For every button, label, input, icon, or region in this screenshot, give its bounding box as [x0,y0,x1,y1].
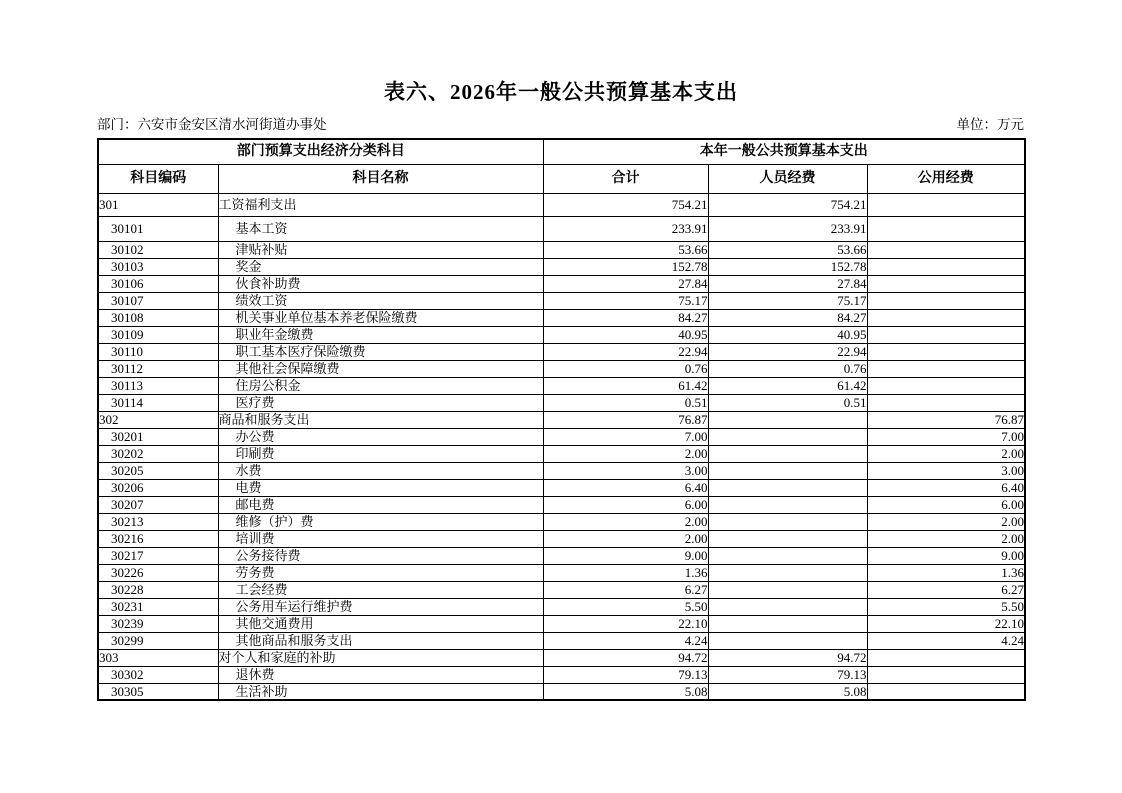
name-cell: 工资福利支出 [218,193,543,216]
name-cell: 公务用车运行维护费 [218,598,543,615]
table-row [98,241,1025,258]
table-row [98,193,1025,216]
name-cell: 绩效工资 [218,292,543,309]
code-cell: 30103 [98,258,218,275]
public-cell: 2.00 [867,513,1025,530]
total-cell: 6.40 [543,479,708,496]
table-row [98,292,1025,309]
code-cell: 30201 [98,428,218,445]
name-cell: 住房公积金 [218,377,543,394]
name-cell: 水费 [218,462,543,479]
public-cell [867,309,1025,326]
name-cell: 维修（护）费 [218,513,543,530]
total-cell: 76.87 [543,411,708,428]
table-row [98,513,1025,530]
personnel-cell [708,615,867,632]
total-cell: 7.00 [543,428,708,445]
name-cell: 津贴补贴 [218,241,543,258]
personnel-cell: 233.91 [708,216,867,241]
name-cell: 其他商品和服务支出 [218,632,543,649]
table-row [98,343,1025,360]
public-cell: 4.24 [867,632,1025,649]
code-cell: 30239 [98,615,218,632]
name-cell: 公务接待费 [218,547,543,564]
total-cell: 22.10 [543,615,708,632]
public-cell [867,394,1025,411]
public-cell [867,193,1025,216]
header-columns-row [98,164,1025,193]
name-cell: 奖金 [218,258,543,275]
department-label: 部门：六安市金安区清水河街道办事处 [97,117,327,132]
public-cell [867,241,1025,258]
total-cell: 94.72 [543,649,708,666]
code-cell: 30202 [98,445,218,462]
personnel-cell: 0.51 [708,394,867,411]
code-cell: 30108 [98,309,218,326]
public-cell: 5.50 [867,598,1025,615]
personnel-cell [708,513,867,530]
total-cell: 4.24 [543,632,708,649]
total-cell: 22.94 [543,343,708,360]
total-cell: 5.08 [543,683,708,700]
personnel-cell: 754.21 [708,193,867,216]
column-header-total: 合计 [543,164,708,193]
public-cell [867,360,1025,377]
public-cell: 2.00 [867,445,1025,462]
name-cell: 印刷费 [218,445,543,462]
table-row [98,377,1025,394]
budget-table [97,138,1026,701]
total-cell: 2.00 [543,445,708,462]
personnel-cell [708,428,867,445]
personnel-cell: 84.27 [708,309,867,326]
name-cell: 职工基本医疗保险缴费 [218,343,543,360]
name-cell: 伙食补助费 [218,275,543,292]
code-cell: 30217 [98,547,218,564]
table-row [98,649,1025,666]
public-cell: 7.00 [867,428,1025,445]
code-cell: 30101 [98,216,218,241]
total-cell: 754.21 [543,193,708,216]
total-cell: 2.00 [543,513,708,530]
public-cell [867,326,1025,343]
personnel-cell [708,411,867,428]
personnel-cell [708,445,867,462]
name-cell: 职业年金缴费 [218,326,543,343]
table-row [98,360,1025,377]
public-cell [867,258,1025,275]
code-cell: 30112 [98,360,218,377]
name-cell: 电费 [218,479,543,496]
public-cell: 76.87 [867,411,1025,428]
public-cell: 6.40 [867,479,1025,496]
public-cell: 9.00 [867,547,1025,564]
table-row [98,683,1025,700]
table-row [98,309,1025,326]
total-cell: 5.50 [543,598,708,615]
column-header-code: 科目编码 [98,164,218,193]
total-cell: 79.13 [543,666,708,683]
public-cell [867,666,1025,683]
total-cell: 27.84 [543,275,708,292]
total-cell: 6.27 [543,581,708,598]
code-cell: 30305 [98,683,218,700]
total-cell: 233.91 [543,216,708,241]
table-row [98,275,1025,292]
total-cell: 53.66 [543,241,708,258]
name-cell: 工会经费 [218,581,543,598]
public-cell: 3.00 [867,462,1025,479]
total-cell: 1.36 [543,564,708,581]
personnel-cell: 0.76 [708,360,867,377]
table-body [98,193,1025,700]
code-cell: 30205 [98,462,218,479]
unit-label: 单位：万元 [956,117,1024,132]
column-header-public: 公用经费 [867,164,1025,193]
table-row [98,394,1025,411]
personnel-cell: 61.42 [708,377,867,394]
table-row [98,615,1025,632]
total-cell: 0.76 [543,360,708,377]
public-cell [867,275,1025,292]
code-cell: 30109 [98,326,218,343]
total-cell: 3.00 [543,462,708,479]
public-cell [867,343,1025,360]
table-row [98,216,1025,241]
total-cell: 0.51 [543,394,708,411]
name-cell: 退休费 [218,666,543,683]
code-cell: 30228 [98,581,218,598]
personnel-cell: 53.66 [708,241,867,258]
column-header-name: 科目名称 [218,164,543,193]
code-cell: 30110 [98,343,218,360]
code-cell: 30207 [98,496,218,513]
code-cell: 30231 [98,598,218,615]
code-cell: 303 [98,649,218,666]
table-row [98,428,1025,445]
personnel-cell: 27.84 [708,275,867,292]
public-cell [867,683,1025,700]
table-row [98,598,1025,615]
total-cell: 75.17 [543,292,708,309]
personnel-cell: 152.78 [708,258,867,275]
name-cell: 培训费 [218,530,543,547]
page-title: 表六、2026年一般公共预算基本支出 [384,80,738,104]
personnel-cell [708,462,867,479]
table-row [98,326,1025,343]
table-header [98,139,1025,193]
total-cell: 84.27 [543,309,708,326]
table-row [98,411,1025,428]
table-row [98,462,1025,479]
name-cell: 办公费 [218,428,543,445]
code-cell: 30107 [98,292,218,309]
table-row [98,496,1025,513]
total-cell: 6.00 [543,496,708,513]
personnel-cell: 22.94 [708,343,867,360]
name-cell: 生活补助 [218,683,543,700]
personnel-cell: 40.95 [708,326,867,343]
name-cell: 机关事业单位基本养老保险缴费 [218,309,543,326]
header-group-row [98,139,1025,164]
public-cell: 22.10 [867,615,1025,632]
public-cell [867,649,1025,666]
name-cell: 其他社会保障缴费 [218,360,543,377]
total-cell: 40.95 [543,326,708,343]
meta-row [97,116,1024,134]
table-row [98,581,1025,598]
personnel-cell [708,496,867,513]
personnel-cell [708,564,867,581]
code-cell: 30206 [98,479,218,496]
name-cell: 医疗费 [218,394,543,411]
personnel-cell [708,581,867,598]
name-cell: 商品和服务支出 [218,411,543,428]
public-cell: 6.00 [867,496,1025,513]
code-cell: 30102 [98,241,218,258]
total-cell: 2.00 [543,530,708,547]
public-cell: 1.36 [867,564,1025,581]
personnel-cell [708,598,867,615]
code-cell: 302 [98,411,218,428]
table-row [98,632,1025,649]
public-cell [867,216,1025,241]
personnel-cell: 94.72 [708,649,867,666]
name-cell: 基本工资 [218,216,543,241]
code-cell: 30113 [98,377,218,394]
code-cell: 30213 [98,513,218,530]
name-cell: 对个人和家庭的补助 [218,649,543,666]
public-cell: 6.27 [867,581,1025,598]
code-cell: 30106 [98,275,218,292]
code-cell: 30299 [98,632,218,649]
column-header-personnel: 人员经费 [708,164,867,193]
personnel-cell: 5.08 [708,683,867,700]
name-cell: 邮电费 [218,496,543,513]
personnel-cell: 75.17 [708,292,867,309]
personnel-cell: 79.13 [708,666,867,683]
personnel-cell [708,547,867,564]
code-cell: 30302 [98,666,218,683]
personnel-cell [708,479,867,496]
header-group-basic-expenditure: 本年一般公共预算基本支出 [543,139,1025,164]
public-cell [867,292,1025,309]
table-row [98,258,1025,275]
table-row [98,530,1025,547]
code-cell: 30216 [98,530,218,547]
total-cell: 152.78 [543,258,708,275]
table-row [98,547,1025,564]
name-cell: 其他交通费用 [218,615,543,632]
table-row [98,564,1025,581]
table-row [98,445,1025,462]
table-row [98,479,1025,496]
name-cell: 劳务费 [218,564,543,581]
table-row [98,666,1025,683]
public-cell [867,377,1025,394]
header-group-classification: 部门预算支出经济分类科目 [98,139,543,164]
total-cell: 61.42 [543,377,708,394]
code-cell: 30114 [98,394,218,411]
personnel-cell [708,530,867,547]
personnel-cell [708,632,867,649]
code-cell: 301 [98,193,218,216]
code-cell: 30226 [98,564,218,581]
public-cell: 2.00 [867,530,1025,547]
total-cell: 9.00 [543,547,708,564]
